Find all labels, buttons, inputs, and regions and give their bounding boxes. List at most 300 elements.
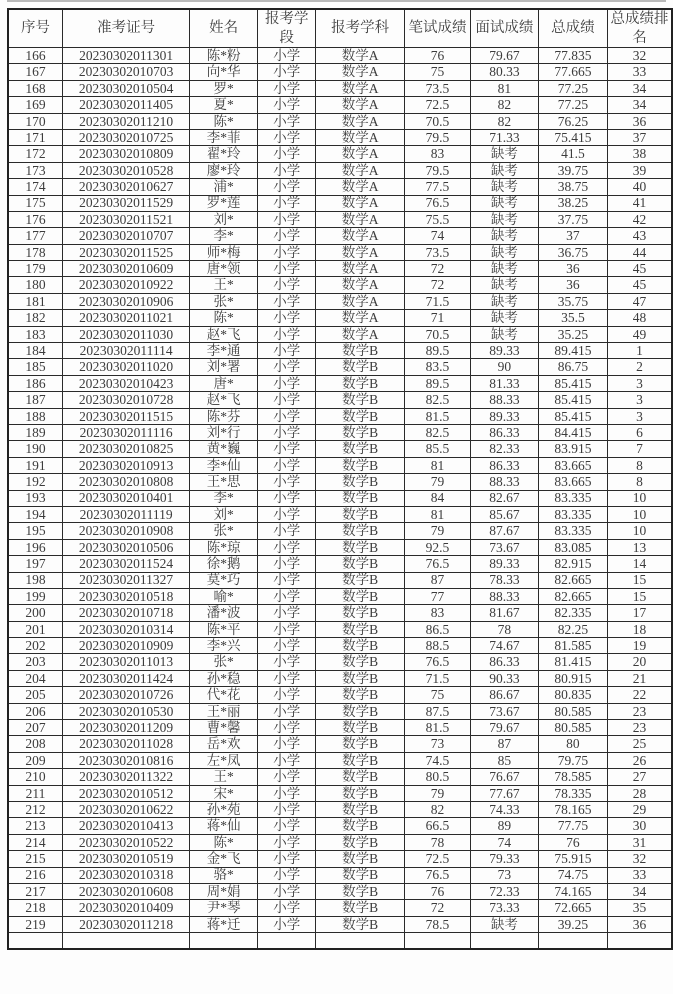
cell: 85.5 xyxy=(404,441,470,457)
cell: 77.665 xyxy=(538,64,607,80)
cell: 85 xyxy=(471,752,539,768)
cell: 20230302010528 xyxy=(63,162,190,178)
cell: 数学A xyxy=(316,129,404,145)
cell: 28 xyxy=(607,785,672,801)
cell: 88.33 xyxy=(471,392,539,408)
cell: 张* xyxy=(190,523,258,539)
cell: 小学 xyxy=(258,883,316,899)
cell: 74.165 xyxy=(538,883,607,899)
cell: 刘*署 xyxy=(190,359,258,375)
cell: 陈* xyxy=(190,113,258,129)
table-row xyxy=(8,818,672,834)
cell: 77.835 xyxy=(538,48,607,64)
cell: 小学 xyxy=(258,146,316,162)
cell: 小学 xyxy=(258,539,316,555)
cell: 14 xyxy=(607,556,672,572)
table-row xyxy=(8,556,672,572)
cell: 87.67 xyxy=(471,523,539,539)
table-row xyxy=(8,736,672,752)
cell: 缺考 xyxy=(471,195,539,211)
column-header-2: 姓名 xyxy=(190,9,258,48)
cell: 唐*领 xyxy=(190,261,258,277)
cell: 小学 xyxy=(258,457,316,473)
cell: 86.33 xyxy=(471,457,539,473)
cell: 20230302010825 xyxy=(63,441,190,457)
cell: 小学 xyxy=(258,605,316,621)
cell: 小学 xyxy=(258,441,316,457)
cell: 数学B xyxy=(316,457,404,473)
cell: 20230302010512 xyxy=(63,785,190,801)
cell: 小学 xyxy=(258,506,316,522)
cell: 20230302010906 xyxy=(63,293,190,309)
table-row xyxy=(8,474,672,490)
cell: 76 xyxy=(538,834,607,850)
cell: 骆* xyxy=(190,867,258,883)
cell: 77.67 xyxy=(471,785,539,801)
cell: 80 xyxy=(538,736,607,752)
cell: 小学 xyxy=(258,211,316,227)
cell: 82.25 xyxy=(538,621,607,637)
cell: 76.5 xyxy=(404,195,470,211)
cell: 196 xyxy=(8,539,63,555)
table-row xyxy=(8,720,672,736)
cell: 72.33 xyxy=(471,883,539,899)
cell: 夏* xyxy=(190,97,258,113)
cell: 20230302010609 xyxy=(63,261,190,277)
cell: 74.75 xyxy=(538,867,607,883)
cell: 数学A xyxy=(316,80,404,96)
table-row xyxy=(8,424,672,440)
cell: 35 xyxy=(607,900,672,916)
cell: 缺考 xyxy=(471,326,539,342)
table-row xyxy=(8,670,672,686)
cell: 孙*稳 xyxy=(190,670,258,686)
cell: 211 xyxy=(8,785,63,801)
table-row xyxy=(8,80,672,96)
cell: 39 xyxy=(607,162,672,178)
cell: 小学 xyxy=(258,343,316,359)
cell: 81.5 xyxy=(404,408,470,424)
cell: 83.5 xyxy=(404,359,470,375)
cell: 212 xyxy=(8,801,63,817)
cell: 赵*飞 xyxy=(190,392,258,408)
cell: 83.665 xyxy=(538,457,607,473)
cell: 数学B xyxy=(316,834,404,850)
cell: 186 xyxy=(8,375,63,391)
cell: 缺考 xyxy=(471,146,539,162)
cell: 89.415 xyxy=(538,343,607,359)
table-row xyxy=(8,621,672,637)
cell: 13 xyxy=(607,539,672,555)
cell: 小学 xyxy=(258,736,316,752)
cell: 李*仙 xyxy=(190,457,258,473)
cell: 84 xyxy=(404,490,470,506)
cell: 小学 xyxy=(258,523,316,539)
cell: 数学B xyxy=(316,851,404,867)
cell: 198 xyxy=(8,572,63,588)
cell: 89.33 xyxy=(471,556,539,572)
cell: 20230302011020 xyxy=(63,359,190,375)
cell: 缺考 xyxy=(471,916,539,932)
cell: 42 xyxy=(607,211,672,227)
cell: 82.665 xyxy=(538,588,607,604)
cell: 小学 xyxy=(258,261,316,277)
cell: 唐* xyxy=(190,375,258,391)
cell: 179 xyxy=(8,261,63,277)
cell: 85.415 xyxy=(538,392,607,408)
cell: 20230302011322 xyxy=(63,769,190,785)
cell: 22 xyxy=(607,687,672,703)
table-row xyxy=(8,900,672,916)
cell: 86.33 xyxy=(471,654,539,670)
cell: 3 xyxy=(607,392,672,408)
cell: 76.5 xyxy=(404,556,470,572)
cell: 39.75 xyxy=(538,162,607,178)
cell: 数学B xyxy=(316,523,404,539)
cell: 浦* xyxy=(190,179,258,195)
cell: 174 xyxy=(8,179,63,195)
cell: 210 xyxy=(8,769,63,785)
table-row xyxy=(8,228,672,244)
cell: 小学 xyxy=(258,670,316,686)
cell: 小学 xyxy=(258,408,316,424)
cell: 180 xyxy=(8,277,63,293)
cell: 20230302010401 xyxy=(63,490,190,506)
cell: 214 xyxy=(8,834,63,850)
cell: 86.75 xyxy=(538,359,607,375)
cell: 数学A xyxy=(316,326,404,342)
table-row xyxy=(8,293,672,309)
cell: 73.67 xyxy=(471,703,539,719)
cell: 171 xyxy=(8,129,63,145)
cell: 79.5 xyxy=(404,129,470,145)
cell: 85.415 xyxy=(538,375,607,391)
cell: 34 xyxy=(607,97,672,113)
cell: 76.25 xyxy=(538,113,607,129)
cell: 80.33 xyxy=(471,64,539,80)
cell: 小学 xyxy=(258,851,316,867)
cell: 数学B xyxy=(316,359,404,375)
table-row xyxy=(8,326,672,342)
cell: 数学B xyxy=(316,687,404,703)
table-row xyxy=(8,916,672,932)
table-row xyxy=(8,523,672,539)
cell: 77.25 xyxy=(538,97,607,113)
cell: 82.5 xyxy=(404,392,470,408)
cell: 20230302010909 xyxy=(63,638,190,654)
cell: 师*梅 xyxy=(190,244,258,260)
cell: 203 xyxy=(8,654,63,670)
table-row xyxy=(8,408,672,424)
cell: 190 xyxy=(8,441,63,457)
cell: 199 xyxy=(8,588,63,604)
cell: 76 xyxy=(404,48,470,64)
cell: 7 xyxy=(607,441,672,457)
cell: 82 xyxy=(404,801,470,817)
cell: 172 xyxy=(8,146,63,162)
cell: 72 xyxy=(404,261,470,277)
cell: 数学A xyxy=(316,293,404,309)
cell: 78.5 xyxy=(404,916,470,932)
cell: 20230302011327 xyxy=(63,572,190,588)
cell: 36 xyxy=(538,261,607,277)
cell: 数学B xyxy=(316,916,404,932)
cell: 168 xyxy=(8,80,63,96)
cell: 15 xyxy=(607,572,672,588)
cell: 34 xyxy=(607,883,672,899)
cell: 数学A xyxy=(316,179,404,195)
cell: 83.665 xyxy=(538,474,607,490)
cell: 数学B xyxy=(316,556,404,572)
cell: 73 xyxy=(404,736,470,752)
cell: 87 xyxy=(471,736,539,752)
cell: 73.33 xyxy=(471,900,539,916)
cell: 数学A xyxy=(316,228,404,244)
cell: 88.33 xyxy=(471,474,539,490)
table-row xyxy=(8,703,672,719)
cell: 陈*琼 xyxy=(190,539,258,555)
cell: 数学B xyxy=(316,424,404,440)
cell: 80.585 xyxy=(538,720,607,736)
cell: 80.835 xyxy=(538,687,607,703)
cell: 72 xyxy=(404,277,470,293)
cell: 21 xyxy=(607,670,672,686)
cell: 217 xyxy=(8,883,63,899)
cell: 小学 xyxy=(258,556,316,572)
cell: 小学 xyxy=(258,900,316,916)
cell: 82.67 xyxy=(471,490,539,506)
cell: 20230302011209 xyxy=(63,720,190,736)
cell: 38.25 xyxy=(538,195,607,211)
cell: 76.5 xyxy=(404,867,470,883)
cell: 蒋*迁 xyxy=(190,916,258,932)
cell: 15 xyxy=(607,588,672,604)
table-row xyxy=(8,48,672,64)
cell: 75.5 xyxy=(404,211,470,227)
cell: 88.5 xyxy=(404,638,470,654)
cell: 代*花 xyxy=(190,687,258,703)
cell: 183 xyxy=(8,326,63,342)
cell: 77.25 xyxy=(538,80,607,96)
empty-cell xyxy=(190,933,258,950)
cell: 数学B xyxy=(316,539,404,555)
cell: 小学 xyxy=(258,293,316,309)
table-row xyxy=(8,769,672,785)
cell: 86.5 xyxy=(404,621,470,637)
cell: 10 xyxy=(607,523,672,539)
cell: 73.5 xyxy=(404,80,470,96)
cell: 徐*鹅 xyxy=(190,556,258,572)
cell: 陈*粉 xyxy=(190,48,258,64)
cell: 数学B xyxy=(316,605,404,621)
cell: 数学B xyxy=(316,785,404,801)
cell: 小学 xyxy=(258,326,316,342)
cell: 数学B xyxy=(316,654,404,670)
cell: 数学A xyxy=(316,211,404,227)
cell: 20230302010622 xyxy=(63,801,190,817)
table-row xyxy=(8,97,672,113)
cell: 200 xyxy=(8,605,63,621)
cell: 小学 xyxy=(258,162,316,178)
cell: 数学B xyxy=(316,506,404,522)
cell: 20230302011021 xyxy=(63,310,190,326)
cell: 173 xyxy=(8,162,63,178)
cell: 数学B xyxy=(316,408,404,424)
cell: 20230302011515 xyxy=(63,408,190,424)
cell: 79 xyxy=(404,785,470,801)
cell: 20230302010518 xyxy=(63,588,190,604)
cell: 20230302010522 xyxy=(63,834,190,850)
cell: 20230302010908 xyxy=(63,523,190,539)
cell: 20230302010809 xyxy=(63,146,190,162)
cell: 小学 xyxy=(258,228,316,244)
cell: 小学 xyxy=(258,687,316,703)
cell: 王*丽 xyxy=(190,703,258,719)
cell: 20230302011218 xyxy=(63,916,190,932)
cell: 188 xyxy=(8,408,63,424)
cell: 82 xyxy=(471,113,539,129)
table-row xyxy=(8,343,672,359)
cell: 小学 xyxy=(258,424,316,440)
table-row xyxy=(8,801,672,817)
cell: 47 xyxy=(607,293,672,309)
cell: 90.33 xyxy=(471,670,539,686)
cell: 赵*飞 xyxy=(190,326,258,342)
cell: 缺考 xyxy=(471,244,539,260)
table-row xyxy=(8,179,672,195)
cell: 蒋*仙 xyxy=(190,818,258,834)
cell: 10 xyxy=(607,506,672,522)
cell: 岳*欢 xyxy=(190,736,258,752)
cell: 数学A xyxy=(316,162,404,178)
cell: 76.5 xyxy=(404,654,470,670)
table-row xyxy=(8,654,672,670)
cell: 81.585 xyxy=(538,638,607,654)
cell: 小学 xyxy=(258,179,316,195)
cell: 20230302010519 xyxy=(63,851,190,867)
cell: 20230302010703 xyxy=(63,64,190,80)
cell: 80.5 xyxy=(404,769,470,785)
cell: 8 xyxy=(607,457,672,473)
cell: 数学B xyxy=(316,736,404,752)
cell: 185 xyxy=(8,359,63,375)
cell: 小学 xyxy=(258,834,316,850)
column-header-7: 总成绩 xyxy=(538,9,607,48)
column-header-5: 笔试成绩 xyxy=(404,9,470,48)
cell: 数学B xyxy=(316,818,404,834)
cell: 76.67 xyxy=(471,769,539,785)
cell: 3 xyxy=(607,408,672,424)
cell: 小学 xyxy=(258,244,316,260)
cell: 80.585 xyxy=(538,703,607,719)
cell: 潘*波 xyxy=(190,605,258,621)
header-row xyxy=(8,9,672,48)
cell: 小学 xyxy=(258,195,316,211)
cell: 李*通 xyxy=(190,343,258,359)
cell: 缺考 xyxy=(471,293,539,309)
cell: 178 xyxy=(8,244,63,260)
cell: 数学A xyxy=(316,113,404,129)
cell: 89.5 xyxy=(404,343,470,359)
cell: 数学A xyxy=(316,310,404,326)
cell: 73.67 xyxy=(471,539,539,555)
cell: 49 xyxy=(607,326,672,342)
empty-cell xyxy=(63,933,190,950)
cell: 1 xyxy=(607,343,672,359)
cell: 数学B xyxy=(316,441,404,457)
cell: 74 xyxy=(471,834,539,850)
table-row xyxy=(8,64,672,80)
cell: 81.5 xyxy=(404,720,470,736)
cell: 小学 xyxy=(258,818,316,834)
cell: 77.5 xyxy=(404,179,470,195)
cell: 194 xyxy=(8,506,63,522)
cell: 77.75 xyxy=(538,818,607,834)
cell: 189 xyxy=(8,424,63,440)
cell: 数学B xyxy=(316,343,404,359)
column-header-8: 总成绩排名 xyxy=(607,9,672,48)
cell: 小学 xyxy=(258,129,316,145)
cell: 小学 xyxy=(258,375,316,391)
empty-cell xyxy=(607,933,672,950)
cell: 陈*芬 xyxy=(190,408,258,424)
cell: 刘* xyxy=(190,506,258,522)
cell: 80.915 xyxy=(538,670,607,686)
table-row xyxy=(8,113,672,129)
cell: 41.5 xyxy=(538,146,607,162)
cell: 73.5 xyxy=(404,244,470,260)
cell: 陈* xyxy=(190,310,258,326)
cell: 181 xyxy=(8,293,63,309)
cell: 79.5 xyxy=(404,162,470,178)
empty-cell xyxy=(471,933,539,950)
cell: 82.5 xyxy=(404,424,470,440)
exam-results-table xyxy=(7,8,673,950)
cell: 小学 xyxy=(258,703,316,719)
cell: 陈*平 xyxy=(190,621,258,637)
cell: 小学 xyxy=(258,310,316,326)
cell: 缺考 xyxy=(471,277,539,293)
cell: 小学 xyxy=(258,48,316,64)
cell: 小学 xyxy=(258,392,316,408)
table-row xyxy=(8,785,672,801)
cell: 75.915 xyxy=(538,851,607,867)
cell: 78.165 xyxy=(538,801,607,817)
cell: 75 xyxy=(404,64,470,80)
cell: 小学 xyxy=(258,769,316,785)
cell: 79.67 xyxy=(471,48,539,64)
cell: 83.335 xyxy=(538,523,607,539)
cell: 缺考 xyxy=(471,261,539,277)
cell: 82.335 xyxy=(538,605,607,621)
cell: 莫*巧 xyxy=(190,572,258,588)
cell: 向*华 xyxy=(190,64,258,80)
cell: 71.5 xyxy=(404,293,470,309)
cell: 71.5 xyxy=(404,670,470,686)
cell: 41 xyxy=(607,195,672,211)
cell: 89.5 xyxy=(404,375,470,391)
cell: 李*兴 xyxy=(190,638,258,654)
cell: 87 xyxy=(404,572,470,588)
cell: 73 xyxy=(471,867,539,883)
cell: 38.75 xyxy=(538,179,607,195)
cell: 78.33 xyxy=(471,572,539,588)
cell: 87.5 xyxy=(404,703,470,719)
cell: 169 xyxy=(8,97,63,113)
cell: 20230302011529 xyxy=(63,195,190,211)
cell: 193 xyxy=(8,490,63,506)
cell: 小学 xyxy=(258,80,316,96)
